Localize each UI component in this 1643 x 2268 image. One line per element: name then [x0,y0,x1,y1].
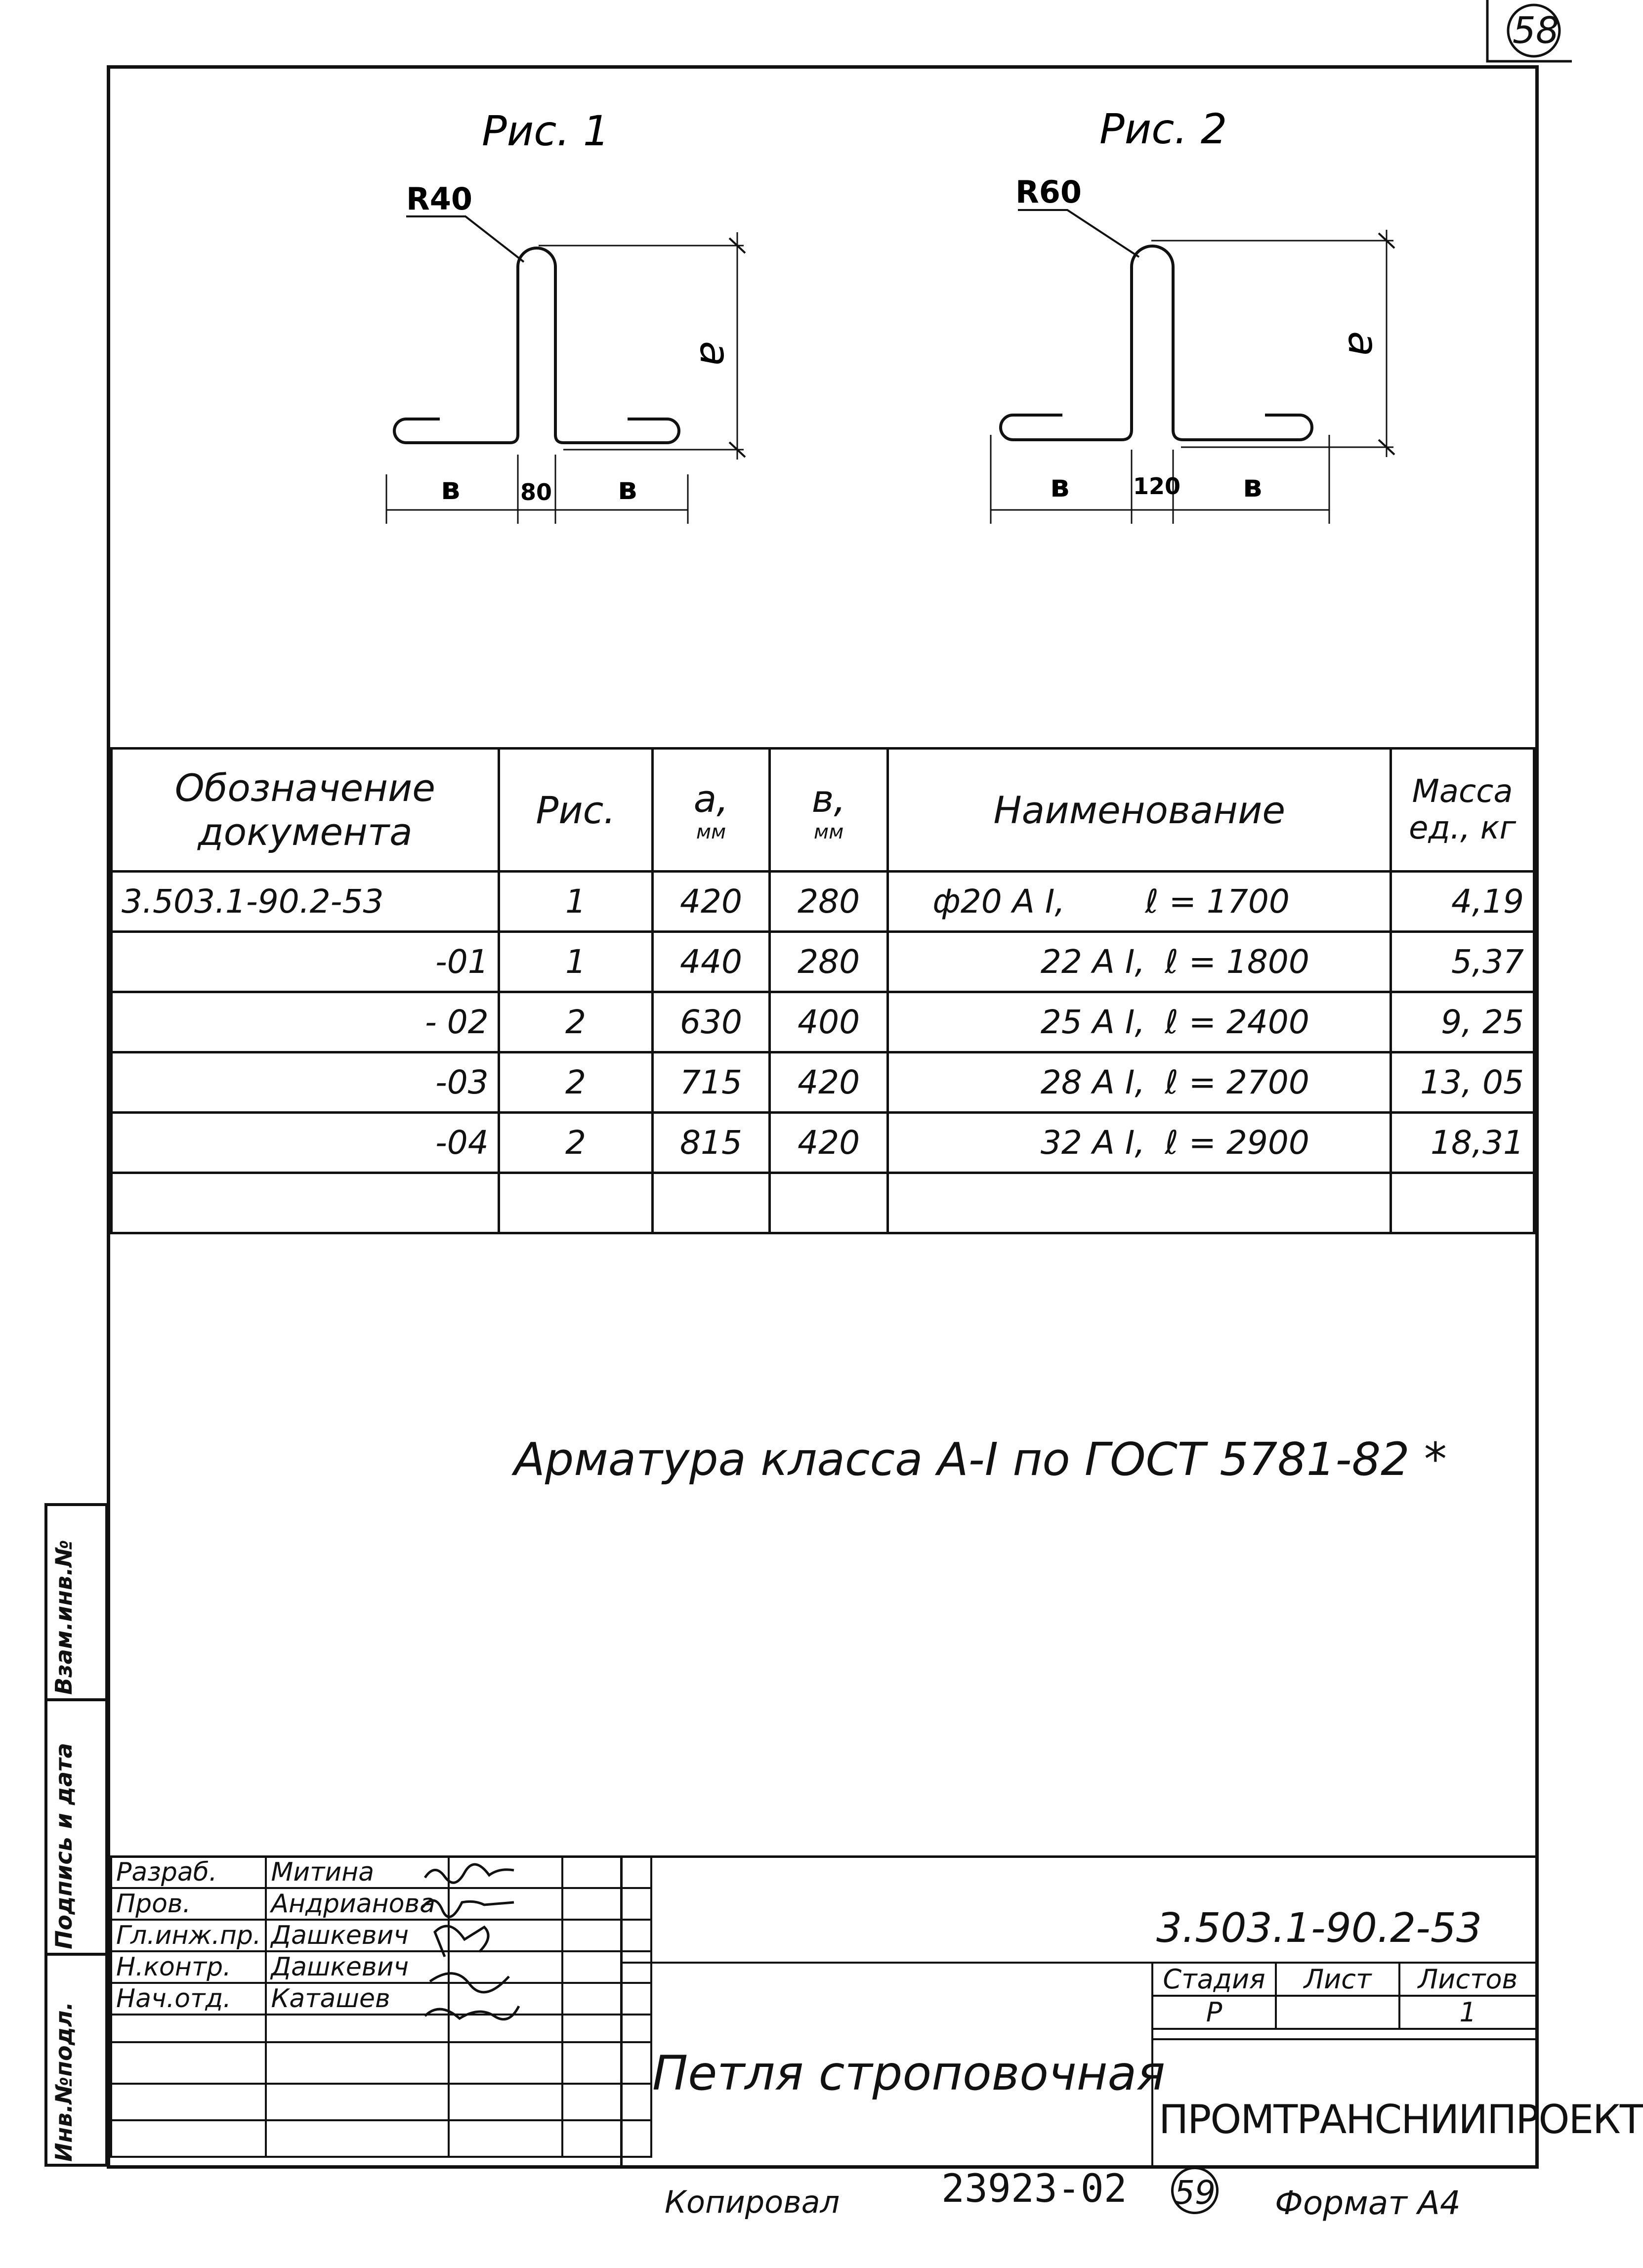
table-row [112,872,1534,932]
fig1-radius-label: R40 [406,181,473,217]
header-b [769,749,888,872]
cell-a: 420 [653,872,770,932]
corner-number-circle [1508,5,1559,56]
cell-name-bar: 22 А I, [1040,943,1145,981]
cell-b: 420 [769,1052,888,1113]
sheet-label: Лист [1276,1963,1399,1996]
cell-name-bar: 32 А I, [1040,1124,1145,1162]
cell-doc: -03 [112,1052,499,1113]
cell-name-length: ℓ = 1800 [1165,943,1309,981]
date-cell [562,1983,651,2015]
fig1-title: Рис. 1 [482,107,610,155]
fig2-a-label: а [1339,331,1388,357]
header-a-label: а, [693,776,729,821]
fig1-a-label: а [691,341,739,367]
signature-row [111,1856,651,1888]
fig1-b-left-label: в [441,470,461,506]
cell-fig: 2 [499,1052,652,1113]
fig2-b-left-label: в [1050,468,1070,504]
stage-label: Стадия [1152,1963,1276,1996]
cell-name-length: ℓ = 2900 [1165,1124,1309,1162]
document-title: Петля строповочная [652,2046,1166,2101]
cell-fig: 2 [499,1113,652,1173]
date-cell [562,1888,651,1920]
side-label-sign-date: Подпись и дата [50,1743,77,1949]
sheet-circle-number: 59 [1171,2167,1219,2214]
cell-fig: 2 [499,992,652,1052]
header-name: Наименование [888,749,1391,872]
cell-name [888,1052,1391,1113]
header-doc: Обозначение документа [112,749,499,872]
header-a [653,749,770,872]
stage-header-row [1152,1963,1536,1996]
signature-row [111,2120,651,2157]
table-row [112,1052,1534,1113]
date-cell [562,1951,651,1983]
signature-row [111,2015,651,2042]
specification-table [110,747,1535,1234]
fig2-gap-label: 120 [1133,473,1181,500]
cell-doc [112,1173,499,1233]
sheets-value: 1 [1399,1996,1536,2029]
fig1-b-right-label: в [618,470,637,506]
table-row [112,992,1534,1052]
cell-b: 400 [769,992,888,1052]
header-b-unit: мм [813,820,844,843]
role-cell: Пров. [111,1888,266,1920]
role-cell: Разраб. [111,1856,266,1888]
cell-name-length: ℓ = 2400 [1165,1003,1309,1041]
copied-by-label: Копировал [665,2184,840,2220]
figure-1 [386,216,745,524]
table-row [112,932,1534,992]
header-a-unit: мм [696,820,726,843]
cell-mass [1391,1173,1534,1233]
cell-mass: 5,37 [1391,932,1534,992]
cell-b [769,1173,888,1233]
header-mass: Масса ед., кг [1391,749,1534,872]
role-cell: Нач.отд. [111,1983,266,2015]
fig2-title: Рис. 2 [1099,105,1227,153]
cell-name [888,1113,1391,1173]
header-fig: Рис. [499,749,652,872]
cell-doc: -01 [112,932,499,992]
cell-fig [499,1173,652,1233]
cell-b: 420 [769,1113,888,1173]
date-cell [562,1920,651,1951]
role-cell: Н.контр. [111,1951,266,1983]
side-label-vzam: Взам.инв.№ [50,1540,77,1695]
cell-name-bar: 28 А I, [1040,1063,1145,1101]
name-cell: Каташев [266,1983,449,2015]
signature-row [111,1888,651,1920]
cell-a [653,1173,770,1233]
reinforcement-note: Арматура класса А-I по ГОСТ 5781-82 * [514,1433,1447,1486]
cell-doc: -04 [112,1113,499,1173]
role-cell: Гл.инж.пр. [111,1920,266,1951]
format-label: Формат А4 [1275,2184,1461,2222]
cell-a: 440 [653,932,770,992]
document-code: 3.503.1-90.2-53 [1156,1905,1482,1952]
stage-table [1151,1962,1537,2030]
page-number: 58 [1512,9,1559,52]
cell-mass: 9, 25 [1391,992,1534,1052]
name-cell: Андрианова [266,1888,449,1920]
cell-mass: 4,19 [1391,872,1534,932]
cell-a: 815 [653,1113,770,1173]
cell-name [888,872,1391,932]
name-cell: Дашкевич [266,1951,449,1983]
cell-doc: 3.503.1-90.2-53 [112,872,499,932]
signature-row [111,2084,651,2120]
cell-name-bar: 25 А I, [1040,1003,1145,1041]
cell-name-bar: ф20 А I, [932,882,1065,921]
table-header-row [112,749,1534,872]
name-cell: Дашкевич [266,1920,449,1951]
organization-name: ПРОМТРАНСНИИПРОЕКТ [1159,2097,1643,2142]
fig2-radius-label: R60 [1015,174,1082,210]
header-b-label: в, [811,776,846,821]
cell-fig: 1 [499,872,652,932]
order-number: 23923-02 [941,2167,1127,2211]
date-cell [562,1856,651,1888]
cell-name-length: ℓ = 2700 [1165,1063,1309,1101]
sheets-label: Листов [1399,1963,1536,1996]
table-row [112,1173,1534,1233]
cell-name-length: ℓ = 1700 [1145,882,1290,921]
name-cell: Митина [266,1856,449,1888]
cell-b: 280 [769,872,888,932]
cell-b: 280 [769,932,888,992]
org-top-line [1151,2038,1535,2040]
cell-doc: - 02 [112,992,499,1052]
cell-name [888,992,1391,1052]
fig1-gap-label: 80 [520,479,552,505]
signature-row [111,2042,651,2084]
signature-row [111,1951,651,1983]
handwritten-signatures [415,1858,534,2036]
cell-fig: 1 [499,932,652,992]
signature-row [111,1920,651,1951]
cell-mass: 13, 05 [1391,1052,1534,1113]
cell-a: 630 [653,992,770,1052]
side-label-inv-orig: Инв.№подл. [50,2002,77,2162]
table-row [112,1113,1534,1173]
cell-name [888,932,1391,992]
title-block-divider [620,1855,623,2165]
stage-value-row [1152,1996,1536,2029]
cell-name [888,1173,1391,1233]
cell-a: 715 [653,1052,770,1113]
signature-row [111,1983,651,2015]
cell-mass: 18,31 [1391,1113,1534,1173]
stage-value: Р [1152,1996,1276,2029]
signature-table [110,1855,652,2158]
fig2-b-right-label: в [1243,468,1263,504]
sheet-value [1276,1996,1399,2029]
